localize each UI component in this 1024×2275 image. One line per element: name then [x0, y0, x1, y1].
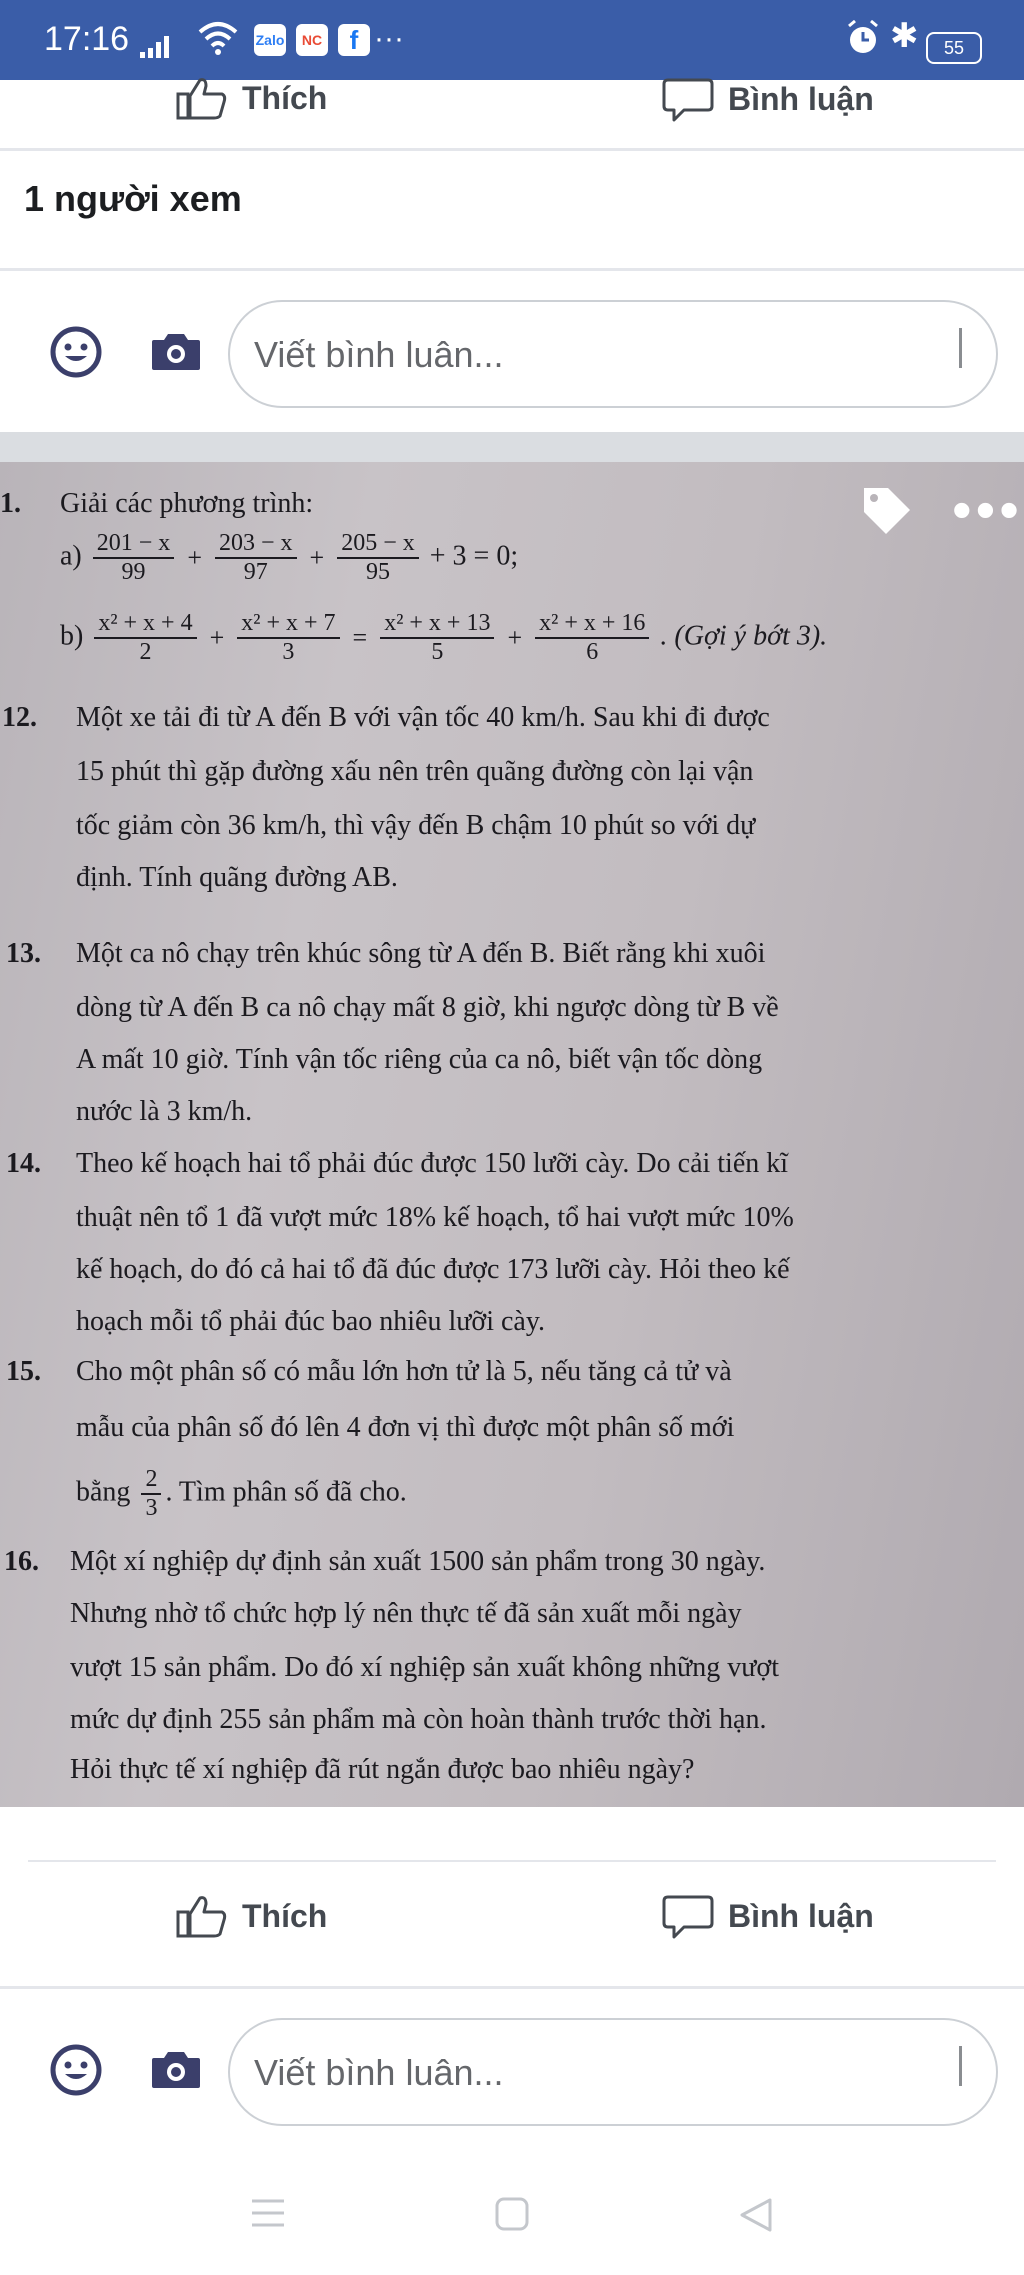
divider	[0, 1986, 1024, 1989]
problem-text: Theo kế hoạch hai tổ phải đúc được 150 lưỡi cày. Do cải tiến kĩ	[76, 1148, 789, 1179]
post-separator	[0, 432, 1024, 462]
fraction: $\frac{\text{x² + x + 16}}{6}$	[535, 610, 649, 666]
camera-icon[interactable]	[150, 330, 202, 372]
comment-label: Bình luận	[728, 1897, 874, 1934]
news-icon: NC	[296, 24, 328, 56]
post-actions-bottom	[0, 1884, 1024, 1964]
comment-label: Bình luận	[728, 80, 874, 117]
home-icon[interactable]	[494, 2196, 530, 2232]
problem-text: Giải các phương trình:	[60, 488, 314, 519]
fraction: $\frac{203 - x}{97}$	[215, 530, 297, 586]
thumbs-up-icon	[176, 76, 228, 120]
system-nav-bar	[0, 2150, 1024, 2275]
zalo-icon: Zalo	[254, 24, 286, 56]
comment-composer	[0, 2010, 1024, 2130]
bluetooth-icon: ✱	[890, 17, 919, 55]
emoji-icon[interactable]	[50, 2044, 102, 2096]
tag-icon[interactable]	[860, 484, 914, 538]
fraction: $\frac{205 - x}{95}$	[337, 530, 419, 586]
problem-text: mức dự định 255 sản phẩm mà còn hoàn thành trước thời hạn.	[70, 1704, 767, 1735]
problem-text: Một xí nghiệp dự định sản xuất 1500 sản phẩm trong 30 ngày.	[70, 1546, 766, 1577]
problem-text: dòng từ A đến B ca nô chạy mất 8 giờ, khi ngược dòng từ B về	[76, 992, 779, 1023]
problem-text: Nhưng nhờ tổ chức hợp lý nên thực tế đã sản xuất mỗi ngày	[70, 1598, 742, 1629]
back-icon[interactable]	[736, 2196, 774, 2234]
status-bar	[0, 0, 1024, 80]
fraction: $\frac{\text{x² + x + 7}}{3}$	[237, 610, 339, 666]
problem-text: tốc giảm còn 36 km/h, thì vậy đến B chậm 10 phút so với dự	[76, 810, 756, 841]
hint-text: . (Gợi ý bớt 3).	[660, 620, 828, 652]
wifi-icon	[198, 20, 238, 56]
comment-button[interactable]	[662, 76, 874, 122]
fraction: $\frac{\text{x² + x + 4}}{2}$	[94, 610, 196, 666]
problem-text: thuật nên tổ 1 đã vượt mức 18% kế hoạch, tổ hai vượt mức 10%	[76, 1202, 794, 1233]
divider	[0, 148, 1024, 151]
problem-text: Cho một phân số có mẫu lớn hơn tử là 5, nếu tăng cả tử và	[76, 1356, 732, 1387]
fraction: $\frac{\text{x² + x + 13}}{5}$	[380, 610, 494, 666]
emoji-icon[interactable]	[50, 326, 102, 378]
text-cursor	[959, 328, 962, 368]
comment-composer	[0, 292, 1024, 412]
equation-label: a)	[60, 540, 82, 572]
equation-a: a) $\frac{201 - x}{99}$ + $\frac{203 - x}{97}$ + $\frac{205 - x}{95}$ + 3 = 0;	[60, 530, 519, 585]
divider	[0, 268, 1024, 271]
problem-number: 14.	[6, 1148, 41, 1179]
problem-number: 15.	[6, 1356, 41, 1387]
thumbs-up-icon	[176, 1892, 228, 1940]
camera-icon[interactable]	[150, 2048, 202, 2090]
comment-bubble-icon	[662, 76, 714, 122]
comment-input[interactable]	[228, 300, 998, 408]
text-cursor	[959, 2046, 962, 2086]
equation-tail: + 3 = 0;	[429, 540, 519, 572]
problem-text: Một xe tải đi từ A đến B với vận tốc 40 km/h. Sau khi đi được	[76, 702, 770, 733]
comment-button[interactable]	[662, 1892, 874, 1940]
problem-text: A mất 10 giờ. Tính vận tốc riêng của ca nô, biết vận tốc dòng	[76, 1044, 763, 1075]
equation-label: b)	[60, 620, 84, 652]
problem-text: Hỏi thực tế xí nghiệp đã rút ngắn được bao nhiêu ngày?	[70, 1754, 695, 1785]
problem-number: 13.	[6, 938, 41, 969]
viewer-count: 1 người xem	[24, 178, 242, 219]
menu-icon[interactable]	[248, 2196, 288, 2230]
problem-text: định. Tính quãng đường AB.	[76, 862, 398, 893]
problem-text: nước là 3 km/h.	[76, 1096, 253, 1127]
comment-bubble-icon	[662, 1892, 714, 1940]
clock: 17:16	[44, 20, 130, 58]
problem-text: bằng $\frac{2}{3}$ . Tìm phân số đã cho.	[76, 1466, 407, 1521]
divider	[28, 1860, 996, 1862]
facebook-icon: f	[338, 24, 370, 56]
more-options-icon[interactable]: •••	[952, 478, 1023, 541]
comment-placeholder: Viết bình luân...	[254, 334, 504, 375]
alarm-icon	[846, 20, 880, 56]
post-actions-top	[0, 72, 1024, 152]
like-label: Thích	[242, 79, 328, 116]
battery-indicator: 55	[926, 32, 982, 64]
problem-number: 12.	[2, 702, 37, 733]
problem-text: mẫu của phân số đó lên 4 đơn vị thì được một phân số mới	[76, 1412, 735, 1443]
problem-text: kế hoạch, do đó cả hai tổ đã đúc được 173 lưỡi cày. Hỏi theo kế	[76, 1254, 790, 1285]
problem-text: vượt 15 sản phẩm. Do đó xí nghiệp sản xuất không những vượt	[70, 1652, 779, 1683]
problem-number: 16.	[4, 1546, 39, 1577]
comment-input[interactable]	[228, 2018, 998, 2126]
problem-text: hoạch mỗi tổ phải đúc bao nhiêu lưỡi cày.	[76, 1306, 546, 1337]
post-photo[interactable]	[0, 462, 1024, 1807]
equation-b: b) $\frac{\text{x² + x + 4}}{2}$ + $\frac{\text{x² + x + 7}}{3}$ = $\frac{\text{x² + x + 13}}{5}$ + $\frac{\text{x² + x + 16}}{6}$ . (Gợi ý bớt 3).	[60, 610, 828, 665]
like-button[interactable]	[176, 76, 327, 120]
more-notifications-icon: ···	[374, 22, 404, 55]
comment-placeholder: Viết bình luân...	[254, 2052, 504, 2093]
problem-text: Một ca nô chạy trên khúc sông từ A đến B. Biết rằng khi xuôi	[76, 938, 766, 969]
problem-number: 1.	[0, 488, 21, 519]
like-label: Thích	[242, 1897, 328, 1934]
signal-icon	[140, 34, 180, 58]
problem-text: 15 phút thì gặp đường xấu nên trên quãng đường còn lại vận	[76, 756, 754, 787]
fraction: $\frac{201 - x}{99}$	[93, 530, 175, 586]
like-button[interactable]	[176, 1892, 327, 1940]
fraction: $\frac{2}{3}$	[141, 1466, 161, 1522]
